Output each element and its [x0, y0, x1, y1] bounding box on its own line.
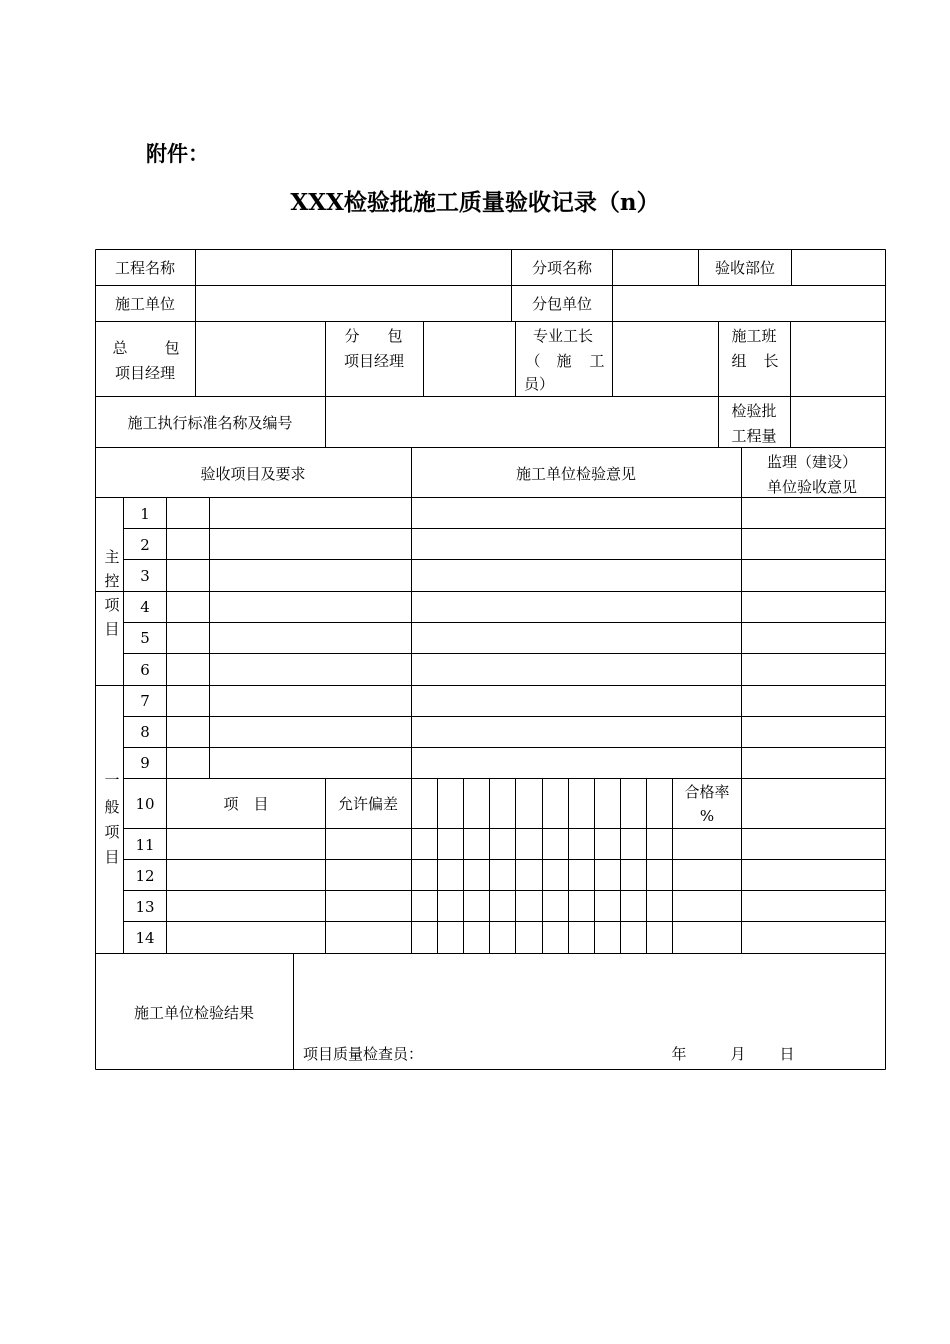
project-name-label: 工程名称	[114, 259, 176, 277]
team-leader-label-1: 施工班	[731, 327, 777, 345]
row-number: 12	[135, 867, 155, 885]
sub-pm-label-1: 分	[344, 327, 360, 345]
row-number: 3	[140, 567, 150, 585]
foreman-label-4: 工	[589, 352, 605, 370]
acceptance-part-label: 验收部位	[714, 259, 776, 277]
row-number: 2	[140, 536, 150, 554]
inspector-label: 项目质量检查员：	[303, 1045, 424, 1063]
table-grid-lines	[96, 250, 886, 1070]
construction-unit-label: 施工单位	[114, 295, 176, 313]
row-number: 7	[140, 692, 150, 710]
general-group-char: 般	[104, 798, 120, 816]
main-group-char: 主	[104, 548, 120, 566]
row-number: 13	[135, 898, 155, 916]
subitem-name-label: 分项名称	[531, 259, 593, 277]
batch-qty-label-2: 工程量	[731, 427, 777, 445]
team-leader-label-3: 长	[763, 352, 779, 370]
main-group-char: 控	[104, 572, 120, 590]
items-column-header: 验收项目及要求	[200, 465, 306, 483]
general-group-char: 项	[104, 823, 120, 841]
main-group-char: 项	[104, 596, 120, 614]
general-group-char: 目	[104, 848, 120, 866]
attachment-label: 附件：	[146, 142, 209, 166]
row-number: 9	[140, 754, 150, 772]
row-number: 5	[140, 629, 150, 647]
pass-rate-header-2: %	[699, 807, 715, 825]
year-label: 年	[671, 1045, 687, 1063]
general-pm-label-2: 包	[164, 339, 180, 357]
sub-pm-label-3: 项目经理	[343, 352, 405, 370]
main-group-char: 目	[104, 620, 120, 638]
row-number: 11	[135, 836, 155, 854]
foreman-label-3: 施	[556, 352, 572, 370]
row-number: 4	[140, 598, 150, 616]
deviation-item-header: 项 目	[223, 795, 269, 813]
day-label: 日	[779, 1045, 795, 1063]
subcontract-unit-label: 分包单位	[531, 295, 593, 313]
page-title: XXX检验批施工质量验收记录（n）	[290, 189, 660, 216]
row-number: 8	[140, 723, 150, 741]
row-number: 10	[135, 795, 155, 813]
foreman-label-5: 员）	[524, 375, 555, 393]
foreman-label-1: 专业工长	[532, 327, 594, 345]
row-number: 6	[140, 661, 150, 679]
supervision-header-1: 监理（建设）	[766, 453, 858, 471]
supervision-header-2: 单位验收意见	[766, 478, 858, 496]
general-pm-label-3: 项目经理	[114, 364, 176, 382]
pass-rate-header-1: 合格率	[684, 783, 730, 801]
sub-pm-label-2: 包	[387, 327, 403, 345]
allowed-deviation-header: 允许偏差	[337, 795, 399, 813]
general-group-char: 一	[104, 771, 120, 789]
foreman-label-2: （	[525, 352, 541, 370]
construction-opinion-header: 施工单位检验意见	[515, 465, 637, 483]
row-number: 14	[135, 929, 155, 947]
row-number: 1	[140, 505, 150, 523]
result-label: 施工单位检验结果	[133, 1004, 255, 1022]
general-pm-label-1: 总	[112, 339, 128, 357]
standard-label: 施工执行标准名称及编号	[127, 414, 293, 432]
month-label: 月	[730, 1045, 746, 1063]
batch-qty-label-1: 检验批	[731, 402, 777, 420]
team-leader-label-2: 组	[731, 352, 747, 370]
